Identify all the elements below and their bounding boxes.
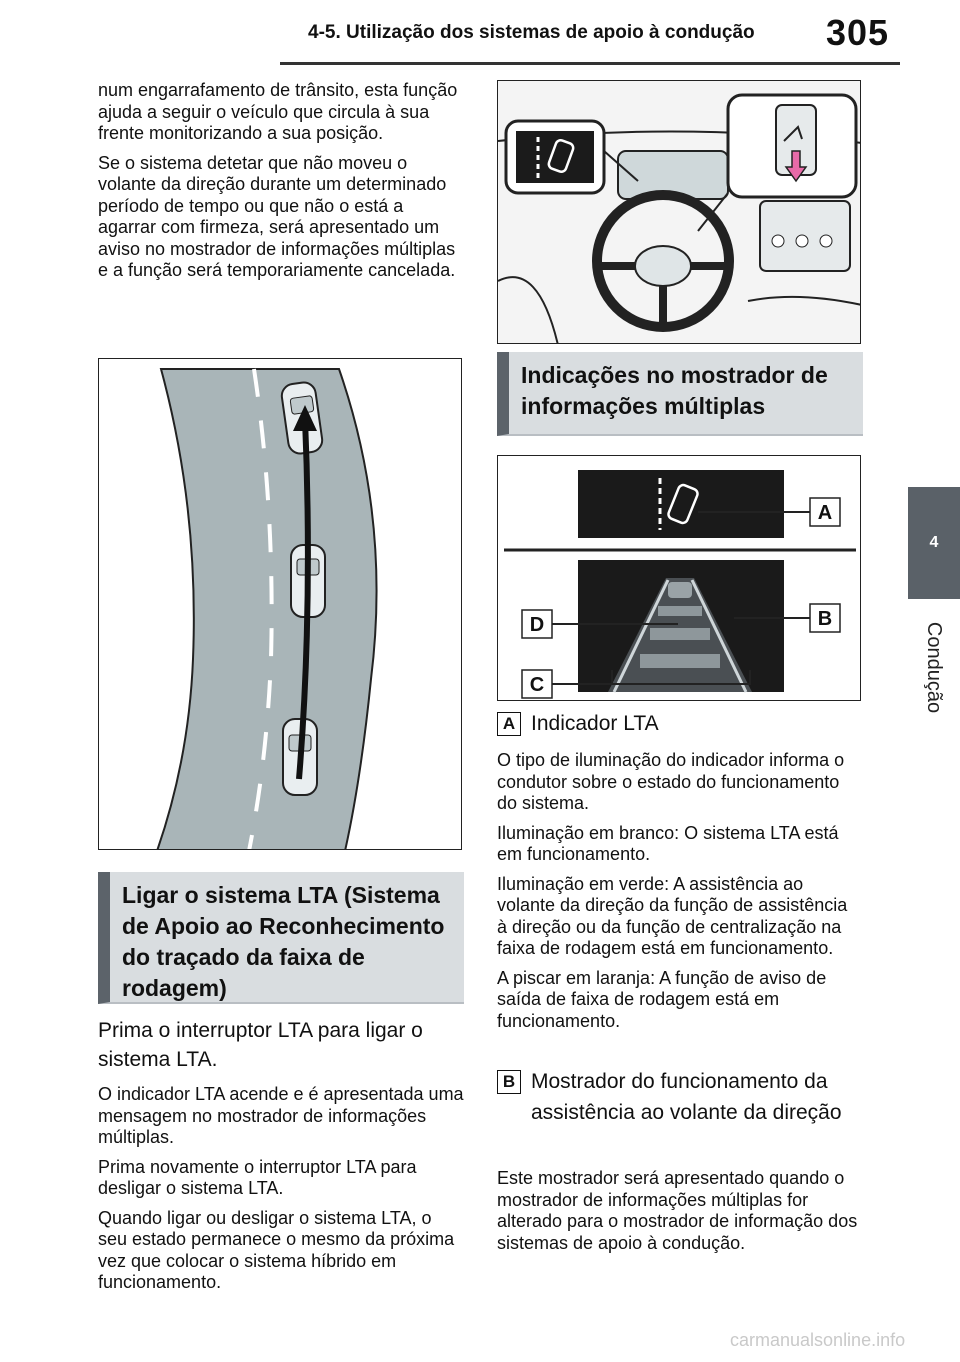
item-a-heading — [497, 708, 861, 739]
chapter-tab: 4 — [908, 487, 960, 599]
item-a-title: Indicador LTA — [531, 712, 659, 735]
badge-a: A — [497, 712, 521, 736]
cockpit-svg — [498, 81, 861, 344]
display-svg — [498, 456, 861, 701]
paragraph: Este mostrador será apresentado quando o mostrador de informações múltiplas for alterado para o mostrador de informação dos sistemas de apoio à condução. — [497, 1168, 858, 1253]
header-rule — [280, 62, 900, 65]
chapter-label: Condução — [923, 621, 946, 713]
item-a-body — [497, 750, 861, 1040]
road-illustration — [98, 358, 462, 850]
svg-text:B: B — [817, 608, 833, 630]
cockpit-illustration — [497, 80, 861, 344]
svg-text:D: D — [529, 614, 545, 636]
svg-text:C: C — [529, 674, 545, 696]
left-column-top — [98, 80, 464, 290]
section-heading-indications: Indicações no mostrador de informações múltiplas — [497, 352, 863, 436]
paragraph: Se o sistema detetar que não moveu o volante da direção durante um determinado período de tempo ou que não o está a agarrar com firmeza, será apresentado um aviso no mostrador de informações múltiplas e a função será temporariamente cancelada. — [98, 152, 456, 280]
road-svg — [99, 359, 462, 850]
paragraph: O tipo de iluminação do indicador informa o condutor sobre o estado do funcionamento do sistema. — [497, 750, 845, 813]
item-b-heading — [497, 1066, 861, 1128]
paragraph: A piscar em laranja: A função de aviso de saída de faixa de rodagem está em funcionamento. — [497, 967, 827, 1031]
paragraph: O indicador LTA acende e é apresentada uma mensagem no mostrador de informações múltiplas. — [98, 1084, 464, 1147]
watermark: carmanualsonline.info — [730, 1330, 906, 1350]
svg-text:A: A — [817, 502, 833, 524]
paragraph: Iluminação em branco: O sistema LTA está em funcionamento. — [497, 822, 839, 864]
item-b-body — [497, 1168, 861, 1262]
instruction-lead: Prima o interruptor LTA para ligar o sistema LTA. — [98, 1019, 423, 1071]
page-number: 305 — [826, 12, 890, 53]
header-section-title: 4-5. Utilização dos sistemas de apoio à condução — [308, 22, 755, 43]
paragraph: Prima novamente o interruptor LTA para desligar o sistema LTA. — [98, 1156, 417, 1198]
display-illustration — [497, 455, 861, 701]
paragraph: Iluminação em verde: A assistência ao volante da direção da função de assistência à direção ou da função de centralização na faixa de rodagem está em funcionamento. — [497, 873, 848, 958]
left-column-bottom — [98, 1016, 464, 1302]
badge-b: B — [497, 1070, 521, 1094]
section-heading-lta-on: Ligar o sistema LTA (Sistema de Apoio ao Reconhecimento do traçado da faixa de rodagem) — [98, 872, 464, 1004]
paragraph: Quando ligar ou desligar o sistema LTA, o seu estado permanece o mesmo da próxima vez que colocar o sistema híbrido em funcionamento. — [98, 1207, 455, 1292]
item-b-title: Mostrador do funcionamento da assistência ao volante da direção — [531, 1070, 842, 1124]
paragraph: num engarrafamento de trânsito, esta função ajuda a seguir o veículo que circula à sua frente monitorizando a sua posição. — [98, 80, 458, 143]
